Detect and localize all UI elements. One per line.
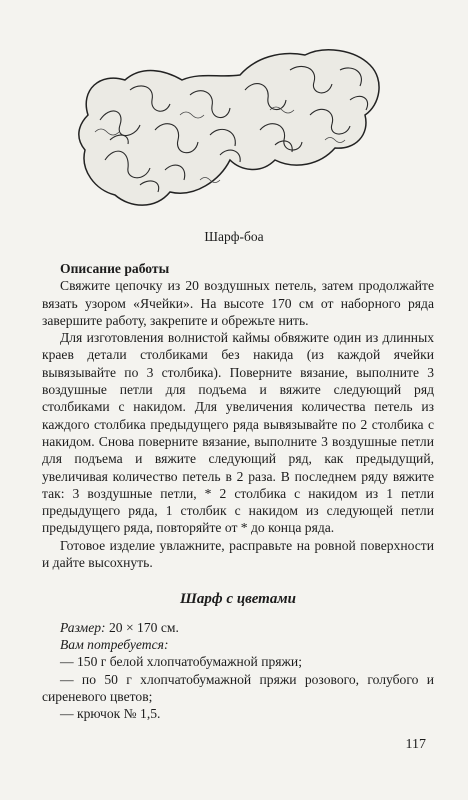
material-item-1: — 150 г белой хлопчатобумажной пряжи;	[60, 654, 302, 670]
page-number: 117	[405, 737, 426, 752]
section-title: Шарф с цветами	[180, 591, 296, 608]
size-value: 20 × 170 см.	[109, 619, 179, 635]
description-paragraph-1: Свяжите цепочку из 20 воздушных петель, затем продолжайте вязать узором «Ячейки». На высоте 170 см от наборного ряда завершите работу, закрепите и обрежьте нить.	[42, 278, 434, 328]
size-line	[42, 619, 434, 636]
figure-caption: Шарф-боа	[204, 229, 264, 244]
description-paragraph-2: Для изготовления волнистой каймы обвяжите один из длинных краев детали столбиками без накида (из каждой ячейки вывязывайте по 3 столбика). Поверните вязание, выполните 3 воздушные петли для подъема и вяжите следующий ряд столбиками с накидом. Для увеличения количества петель из каждого столбика предыдущего ряда вывязывайте по 2 столбика с накидом. Снова поверните вязание, выполните 3 воздушные петли для подъема и вяжите следующий ряд, как предыдущий, увеличивая количество петель в 2 раза. В последнем ряду вяжите так: 3 воздушные петли, * 2 столбика с накидом из 1 петли предыдущего ряда, 1 столбик с накидом из следующей петли предыдущего ряда, повторяйте от * до конца ряда.	[42, 330, 434, 536]
needs-label: Вам потребуется:	[60, 636, 169, 652]
material-item-3: — крючок № 1,5.	[60, 706, 161, 722]
description-heading: Описание работы	[60, 261, 170, 276]
size-label: Размер:	[60, 619, 106, 635]
scarf-boa-illustration	[70, 20, 390, 220]
material-item-2: — по 50 г хлопчатобумажной пряжи розового, голубого и сиреневого цветов;	[42, 671, 434, 704]
scarf-drawing	[70, 20, 390, 220]
article-body	[42, 260, 434, 722]
description-paragraph-3: Готовое изделие увлажните, расправьте на ровной поверхности и дайте высохнуть.	[42, 537, 434, 571]
